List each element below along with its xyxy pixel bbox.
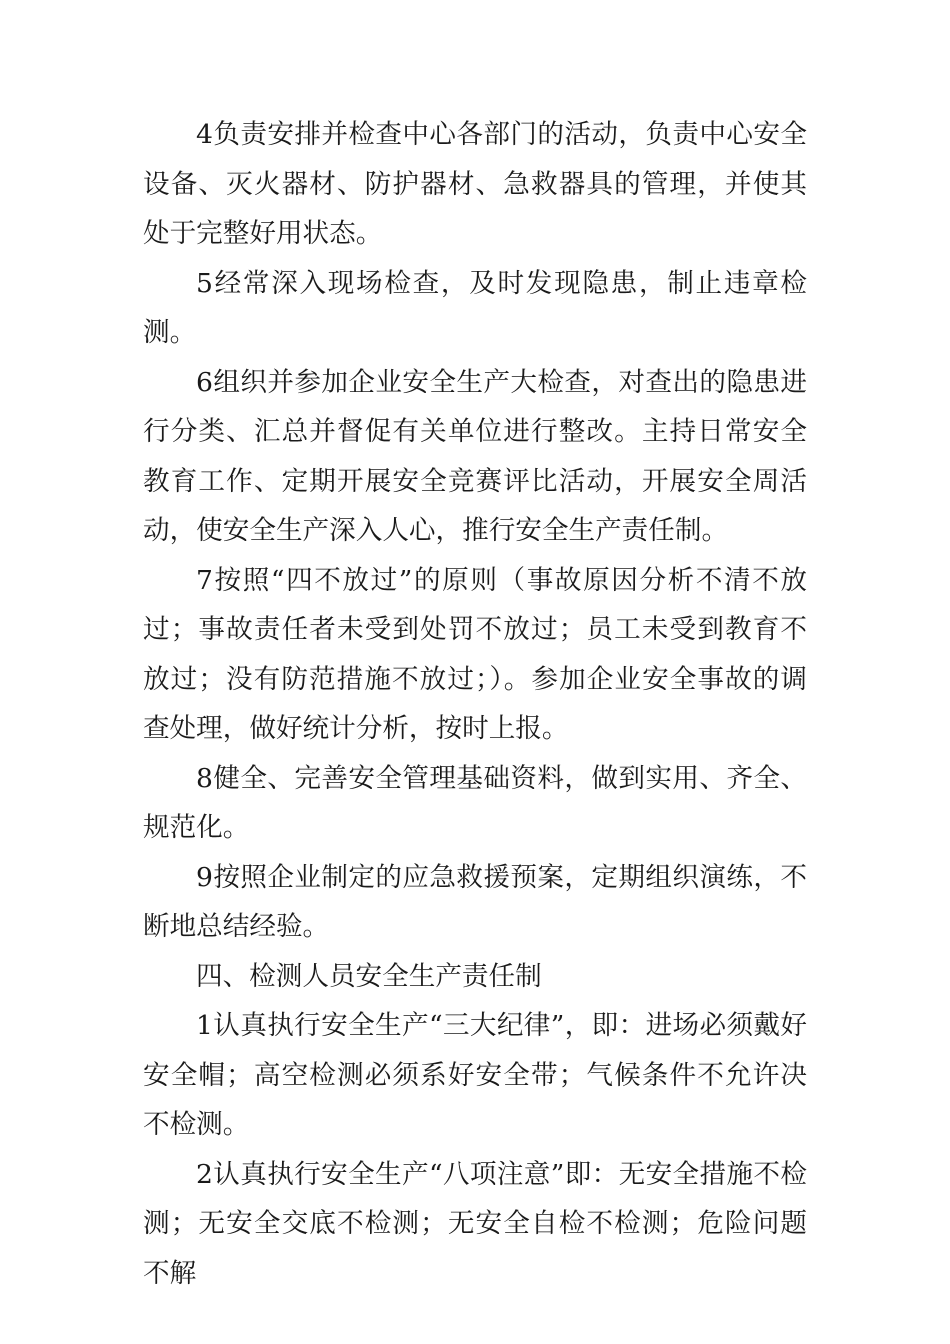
- paragraph-item-6-safety-check: 6组织并参加企业安全生产大检查，对查出的隐患进行分类、汇总并督促有关单位进行整改。主持日常安全教育工作、定期开展安全竞赛评比活动，开展安全周活动，使安全生产深入人心，推行安全生产责任制。: [143, 366, 807, 546]
- section-heading-inspector-responsibility: 四、检测人员安全生产责任制: [196, 960, 542, 992]
- paragraph-item-9-emergency-drill: 9按照企业制定的应急救援预案，定期组织演练，不断地总结经验。: [143, 861, 807, 942]
- document-body: [143, 110, 807, 1298]
- paragraph-item-5-inspection: 5经常深入现场检查，及时发现隐患，制止违章检测。: [143, 267, 807, 348]
- paragraph-item-4-duty: 4负责安排并检查中心各部门的活动，负责中心安全设备、灭火器材、防护器材、急救器具的管理，并使其处于完整好用状态。: [143, 119, 807, 249]
- paragraph-item-8-records: 8健全、完善安全管理基础资料，做到实用、齐全、规范化。: [143, 762, 807, 843]
- paragraph-item-7-four-not-release: 7按照“四不放过”的原则（事故原因分析不清不放过；事故责任者未受到处罚不放过；员工未受到教育不放过；没有防范措施不放过；）。参加企业安全事故的调查处理，做好统计分析，按时上报。: [143, 564, 807, 744]
- paragraph-item-2-eight-notes: 2认真执行安全生产“八项注意”即：无安全措施不检测；无安全交底不检测；无安全自检不检测；危险问题不解: [143, 1158, 807, 1289]
- paragraph-item-1-three-disciplines: 1认真执行安全生产“三大纪律”，即：进场必须戴好安全帽；高空检测必须系好安全带；气候条件不允许决不检测。: [143, 1010, 807, 1140]
